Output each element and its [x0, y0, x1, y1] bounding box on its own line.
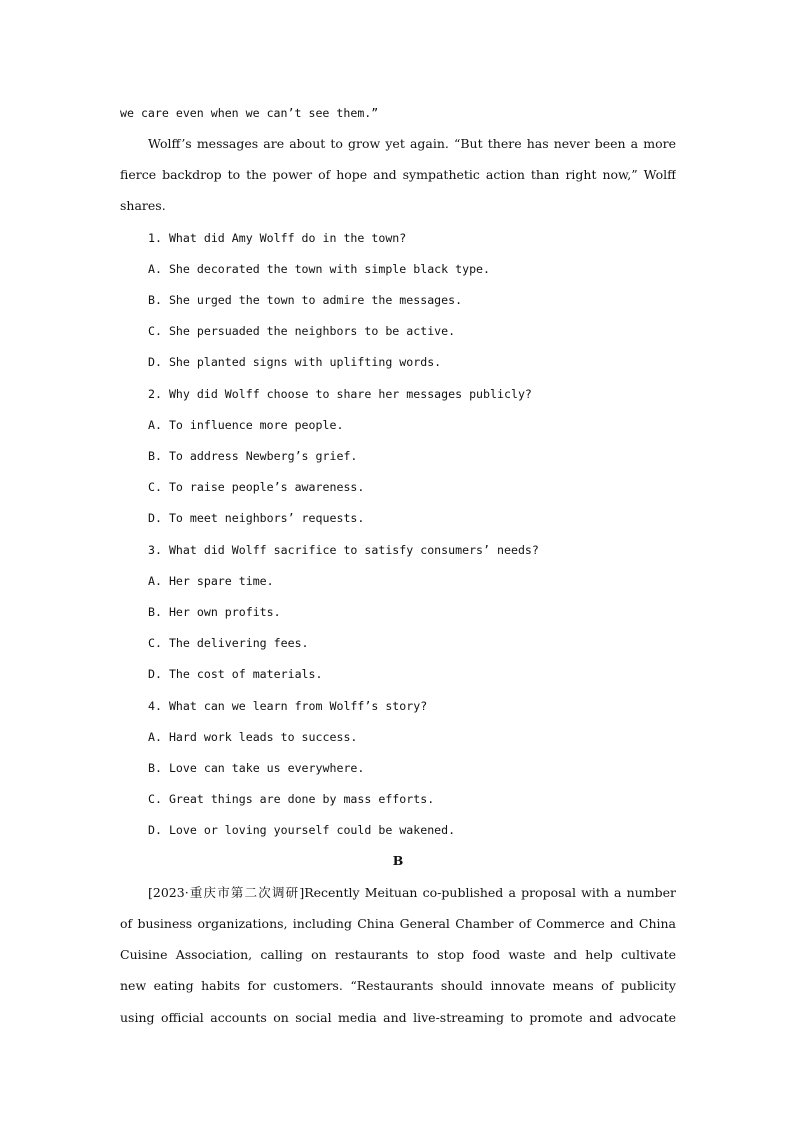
section-b-paragraph-line: using official accounts on social media and live-streaming to promote and advocate	[120, 1010, 676, 1025]
section-b-paragraph-line: of business organizations, including China General Chamber of Commerce and China	[120, 916, 676, 931]
answer-option: B. To address Newberg’s grief.	[148, 449, 358, 463]
answer-option: C. To raise people’s awareness.	[148, 480, 365, 494]
answer-option: D. Love or loving yourself could be wakened.	[148, 823, 456, 837]
answer-option: C. Great things are done by mass efforts.	[148, 792, 435, 806]
answer-option: A. Her spare time.	[148, 574, 274, 588]
answer-option: A. Hard work leads to success.	[148, 730, 358, 744]
answer-option: D. The cost of materials.	[148, 667, 323, 681]
question-stem: 2. Why did Wolff choose to share her messages publicly?	[148, 387, 532, 401]
answer-option: C. The delivering fees.	[148, 636, 309, 650]
question-stem: 3. What did Wolff sacrifice to satisfy consumers’ needs?	[148, 543, 539, 557]
question-stem: 1. What did Amy Wolff do in the town?	[148, 231, 407, 245]
answer-option: B. Her own profits.	[148, 605, 281, 619]
section-b-paragraph-line: Cuisine Association, calling on restaurants to stop food waste and help cultivate	[120, 947, 676, 962]
answer-option: A. To influence more people.	[148, 418, 344, 432]
answer-option: D. She planted signs with uplifting words.	[148, 355, 442, 369]
answer-option: C. She persuaded the neighbors to be active.	[148, 324, 456, 338]
section-b-paragraph-line: new eating habits for customers. “Restaurants should innovate means of publicity	[120, 978, 676, 993]
section-heading: B	[392, 853, 404, 868]
passage-a-closing-line: we care even when we can’t see them.”	[120, 106, 379, 120]
passage-a-paragraph-line: shares.	[120, 198, 166, 213]
section-b-paragraph-line: [2023·重庆市第二次调研]Recently Meituan co-published a proposal with a number	[148, 885, 676, 900]
question-stem: 4. What can we learn from Wolff’s story?	[148, 699, 428, 713]
answer-option: D. To meet neighbors’ requests.	[148, 511, 365, 525]
passage-a-paragraph-line: fierce backdrop to the power of hope and sympathetic action than right now,” Wolff	[120, 167, 676, 182]
passage-a-paragraph-line: Wolff’s messages are about to grow yet again. “But there has never been a more	[148, 136, 676, 151]
answer-option: B. Love can take us everywhere.	[148, 761, 365, 775]
answer-option: A. She decorated the town with simple black type.	[148, 262, 491, 276]
answer-option: B. She urged the town to admire the messages.	[148, 293, 463, 307]
